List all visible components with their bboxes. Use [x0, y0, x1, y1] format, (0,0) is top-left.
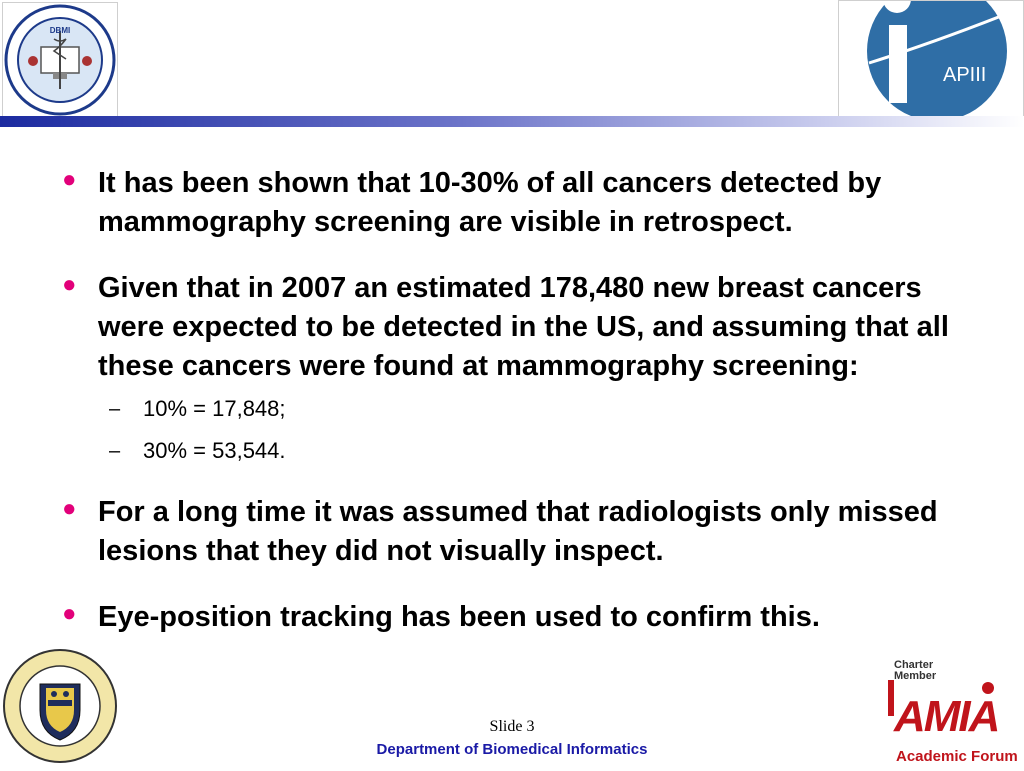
bullet-item [62, 164, 982, 242]
bullet-text: It has been shown that 10-30% of all cancers detected by mammography screening are visible in retrospect. [98, 167, 882, 238]
amia-forum-label: Academic Forum [896, 748, 1018, 765]
slide-number: Slide 3 [489, 718, 535, 735]
dbmi-logo-text: DBMI [49, 26, 71, 35]
bullet-item [62, 598, 982, 637]
bullet-text: For a long time it was assumed that radiologists only missed lesions that they did not visually inspect. [98, 496, 938, 567]
bullet-item [62, 269, 982, 466]
amia-charter-label: Charter Member [894, 659, 937, 682]
sub-bullet-list [98, 394, 982, 466]
header-bar [0, 116, 1024, 127]
bullet-dot-icon: ● [62, 495, 77, 522]
bullet-list [62, 164, 982, 664]
bullet-text: Eye-position tracking has been used to confirm this. [98, 601, 820, 633]
bullet-dot-icon: ● [62, 600, 77, 627]
apiii-logo-icon [839, 1, 1024, 118]
sub-bullet-text: 30% = 53,544. [143, 438, 286, 463]
sub-bullet-item [98, 394, 982, 424]
sub-bullet-item [98, 436, 982, 466]
department-footer: Department of Biomedical Informatics [376, 741, 648, 758]
bullet-item [62, 493, 982, 571]
bullet-dot-icon: ● [62, 271, 77, 298]
dbmi-logo-icon [3, 3, 117, 117]
bullet-dot-icon: ● [62, 166, 77, 193]
dash-icon: – [109, 440, 121, 462]
dbmi-logo [2, 2, 118, 118]
dash-icon: – [109, 398, 121, 420]
apiii-logo [838, 0, 1024, 118]
bullet-text: Given that in 2007 an estimated 178,480 new breast cancers were expected to be detected in the US, and assuming that all these cancers were found at mammography screening: [98, 272, 949, 382]
sub-bullet-text: 10% = 17,848; [143, 396, 286, 421]
amia-wordmark: AMIA [894, 692, 999, 741]
apiii-label: APIII [943, 64, 987, 86]
